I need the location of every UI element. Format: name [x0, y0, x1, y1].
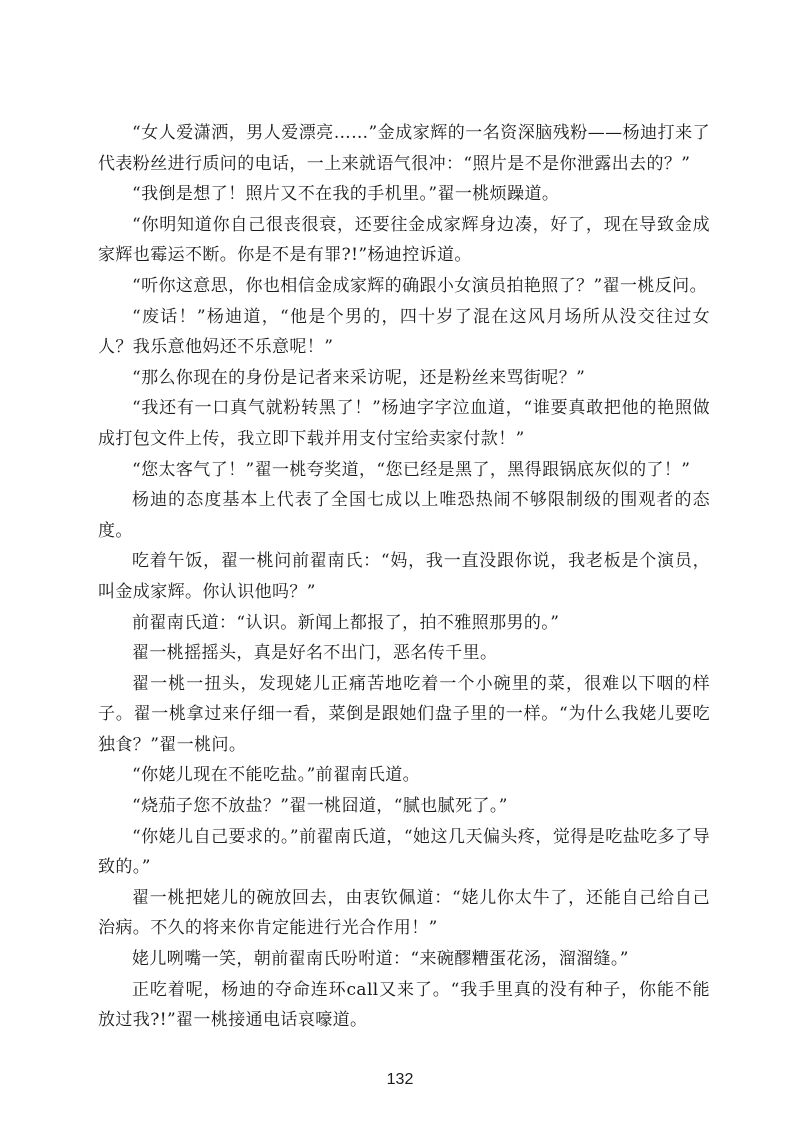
page-number: 132	[386, 1071, 414, 1088]
paragraph: 杨迪的态度基本上代表了全国七成以上唯恐热闹不够限制级的围观者的态度。	[98, 490, 710, 541]
paragraph: “我还有一口真气就粉转黑了！”杨迪字字泣血道，“谁要真敢把他的艳照做成打包文件上传，我立即下载并用支付宝给卖家付款！”	[98, 398, 710, 449]
paragraph: “你姥儿自己要求的。”前翟南氏道，“她这几天偏头疼，觉得是吃盐吃多了导致的。”	[98, 826, 710, 878]
paragraph: 翟一桃一扭头，发现姥儿正痛苦地吃着一个小碗里的菜，很难以下咽的样子。翟一桃拿过来仔细一看，菜倒是跟她们盘子里的一样。“为什么我姥儿要吃独食？”翟一桃问。	[98, 673, 710, 755]
paragraph: “烧茄子您不放盐？”翟一桃囧道，“腻也腻死了。”	[132, 796, 508, 817]
paragraph: 吃着午饭，翟一桃问前翟南氏：“妈，我一直没跟你说，我老板是个演员，叫金成家辉。你认识他吗？”	[98, 551, 710, 602]
paragraph: “你明知道你自己很丧很衰，还要往金成家辉身边凑，好了，现在导致金成家辉也霉运不断。你是不是有罪?!”杨迪控诉道。	[98, 214, 710, 266]
paragraph: “你姥儿现在不能吃盐。”前翟南氏道。	[132, 765, 421, 786]
paragraph: “那么你现在的身份是记者来采访呢，还是粉丝来骂街呢？”	[132, 367, 586, 388]
body-text	[98, 118, 710, 1036]
paragraph: “废话！”杨迪道，“他是个男的，四十岁了混在这风月场所从没交往过女人？我乐意他妈还不乐意呢！”	[98, 306, 710, 358]
paragraph: “您太客气了！”翟一桃夸奖道，“您已经是黑了，黑得跟锅底灰似的了！”	[132, 459, 691, 480]
paragraph: “我倒是想了！照片又不在我的手机里。”翟一桃烦躁道。	[132, 184, 560, 205]
paragraph: 姥儿咧嘴一笑，朝前翟南氏吩咐道：“来碗醪糟蛋花汤，溜溜缝。”	[132, 949, 629, 970]
paragraph: 翟一桃把姥儿的碗放回去，由衷钦佩道：“姥儿你太牛了，还能自己给自己治病。不久的将来你肯定能进行光合作用！”	[98, 887, 710, 939]
paragraph: 翟一桃摇摇头，真是好名不出门，恶名传千里。	[132, 643, 498, 664]
paragraph: 正吃着呢，杨迪的夺命连环call又来了。“我手里真的没有种子，你能不能放过我?!”翟一桃接通电话哀嚎道。	[98, 979, 710, 1031]
paragraph: “听你这意思，你也相信金成家辉的确跟小女演员拍艳照了？”翟一桃反问。	[132, 275, 707, 296]
paragraph: “女人爱潇洒，男人爱漂亮……”金成家辉的一名资深脑残粉——杨迪打来了代表粉丝进行质问的电话，一上来就语气很冲：“照片是不是你泄露出去的？”	[98, 123, 710, 174]
paragraph: 前翟南氏道：“认识。新闻上都报了，拍不雅照那男的。”	[132, 612, 560, 633]
